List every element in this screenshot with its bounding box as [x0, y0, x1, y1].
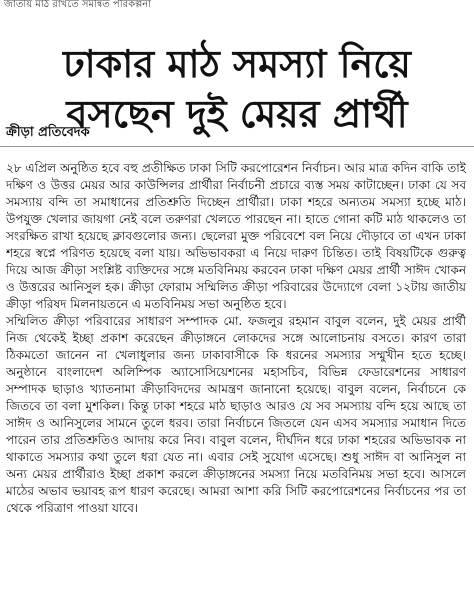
headline-line-2: বসছেন দুই মেয়র প্রার্থী	[66, 92, 408, 137]
divider	[0, 146, 474, 147]
article-paragraph-2: সম্মিলিত ক্রীড়া পরিবারের সাধারণ সম্পাদক মো. ফজলুর রহমান বাবুল বলেন, দুই মেয়র প্রার্থী নিজ থেকেই ইচ্ছা প্রকাশ করেছেন ক্রীড়াঙ্গনে লোকদের সঙ্গে আলোচনায় বসতে। কারণ তারা ঠিকমতো জানেন না খেলাধুলার জন্য ঢাকাবাসীকে কি ধরনের সমস্যার সম্মুখীন হতে হচ্ছে। অনুষ্ঠানে বাংলাদেশ অলিম্পিক অ্যাসোসিয়েশনের মহাসচিব, বিভিন্ন ফেডারেশনের সাধারণ সম্পাদক ছাড়াও খ্যাতনামা ক্রীড়াবিদদের আমন্ত্রণ জানানো হয়েছে। বাবুল বলেন, নির্বাচনে কে জিতবে তা বলা মুশকিল। কিন্তু ঢাকা শহরে মাঠ ছাড়াও আরও যে সব সমস্যায় বন্দি হয়ে আছে তা সাঈদ ও আনিসুলের সামনে তুলে ধরব। তারা নির্বাচনে জিতলে যেন এসব সমস্যার সমাধান দিতে পারেন তার প্রতিশ্রুতিও আদায় করে নিব। বাবুল বলেন, দীর্ঘদিন ধরে ঢাকা শহরের অভিভাবক না থাকাতে সমস্যার কথা তুলে ধরা যেত না। এবার সেই সুযোগ এসেছে। শুধু সাঈদ বা আনিসুল না অন্য মেয়র প্রার্থীরাও ইচ্ছা প্রকাশ করলে ক্রীড়াঙ্গনের সমস্যা নিয়ে মতবিনিময় সভা হবে। আসলে মাঠের অভাব ভয়াবহ রূপ ধারণ করেছে। আমরা আশা করি সিটি করপোরেশনের নির্বাচনের পর তা থেকে পরিত্রাণ পাওয়া যাবে।	[6, 314, 466, 515]
article-paragraph-1: ২৮ এপ্রিল অনুষ্ঠিত হবে বহু প্রতীক্ষিত ঢাকা সিটি করপোরেশন নির্বাচন। আর মাত্র কদিন বাকি তাই দক্ষিণ ও উত্তর মেয়র আর কাউন্সিলর প্রার্থীরা নির্বাচনী প্রচারে ব্যস্ত সময় কাটাচ্ছেন। ঢাকা যে সব সমস্যায় বন্দি তা সমাধানের প্রতিশ্রুতি দিচ্ছেন প্রার্থীরা। ঢাকা শহরে অন্যতম সমস্যা হচ্ছে মাঠ। উপযুক্ত খেলার জায়গা নেই বলে তরুণরা খেলতে পারছেন না। হাতে গোনা কটি মাঠ থাকলেও তা সংরক্ষিত রাখা হয়েছে ক্লাবগুলোর জন্য। ছেলেরা মুক্ত পরিবেশে বল নিয়ে দৌড়াবে তা এখন ঢাকা শহরে স্বপ্নে পরিণত হয়েছে বলা যায়। অভিভাবকরা এ নিয়ে দারুণ চিন্তিত। তাই বিষয়টিকে গুরুত্ব দিয়ে আজ ক্রীড়া সংশ্লিষ্ট ব্যক্তিদের সঙ্গে মতবিনিময় করবেন ঢাকা দক্ষিণ মেয়র প্রার্থী সাঈদ খোকন ও উত্তরের আনিসুল হক। ক্রীড়া ফোরাম সম্মিলিত ক্রীড়া পরিবারের উদ্যোগে বেলা ১২টায় জাতীয় ক্রীড়া পরিষদ মিলনায়তনে এ মতবিনিময় সভা অনুষ্ঠিত হবে।	[6, 161, 466, 311]
headline-line-1: ঢাকার মাঠ সমস্যা নিয়ে	[63, 42, 411, 87]
clipped-header-strip: জাতীয় মাঠ রাখতে সমন্বিত পরিকল্পনা	[4, 0, 152, 10]
article-body	[6, 160, 466, 610]
byline: ক্রীড়া প্রতিবেদক	[6, 125, 90, 140]
